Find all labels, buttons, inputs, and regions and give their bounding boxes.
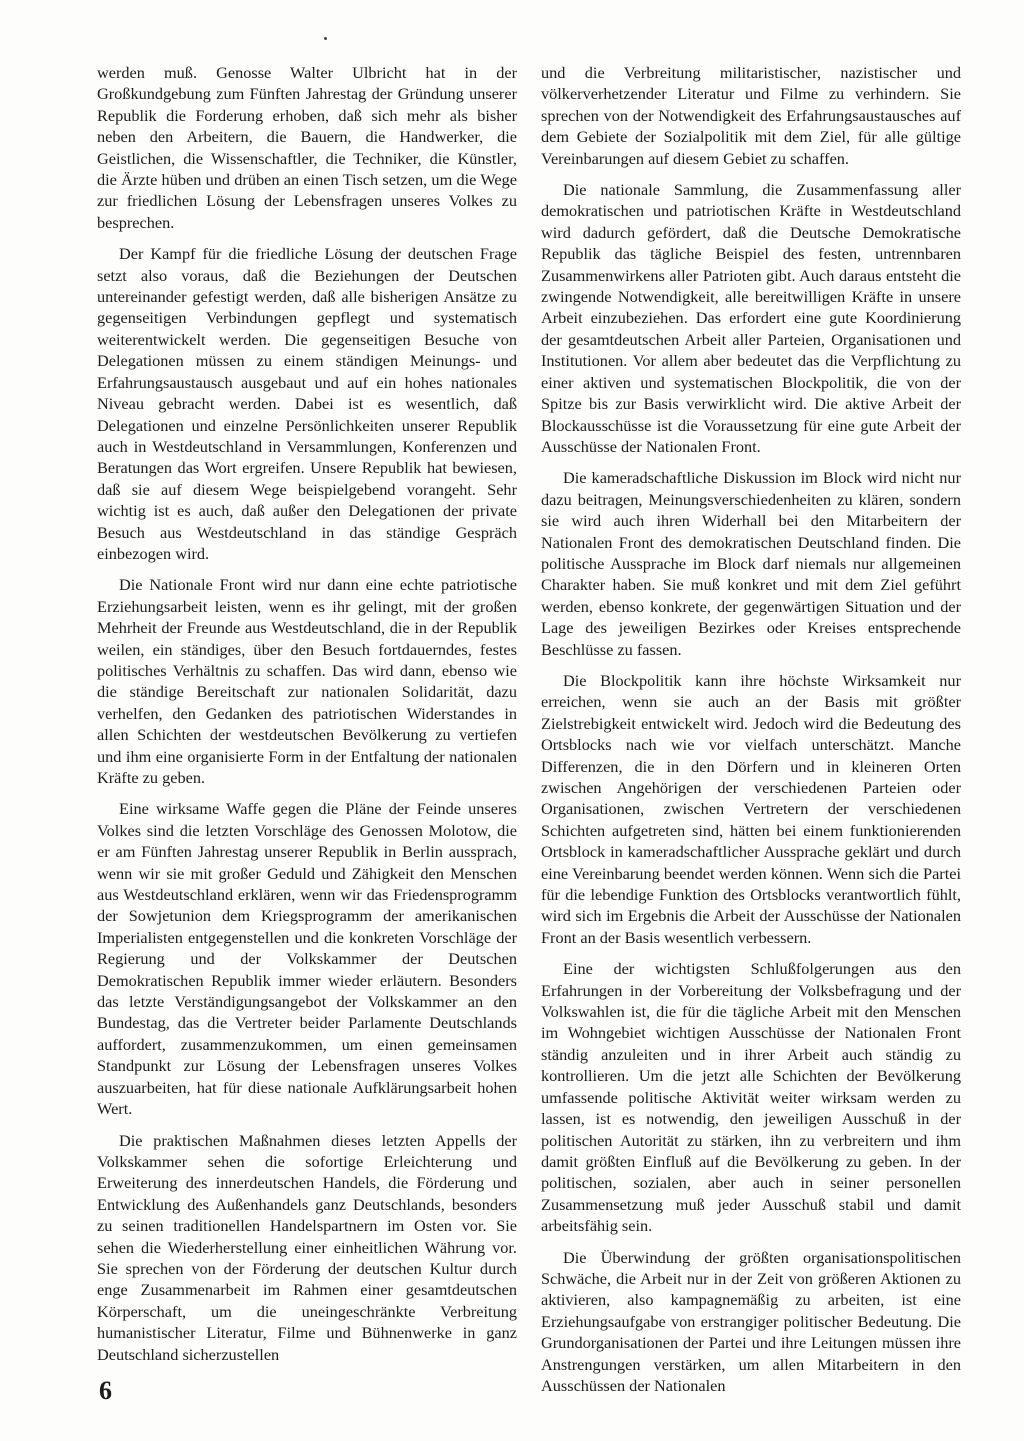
left-paragraph-2: Der Kampf für die friedliche Lösung der deutschen Frage setzt also voraus, daß die Beziehungen der Deutschen untereinander gefestigt werden, daß alle bisherigen Ansätze zu gegenseitigen Verbindungen gepflegt und systematisch weiterentwickelt werden. Die gegenseitigen Besuche von Delegationen müssen zu einem ständigen Meinungs- und Erfahrungsaustausch ausgebaut und auf ein hohes nationales Niveau gebracht werden. Dabei ist es wesentlich, daß Delegationen und einzelne Persönlichkeiten unserer Republik auch in Westdeutschland in Versammlungen, Konferenzen und Beratungen das Wort ergreifen. Unsere Republik hat bewiesen, daß sie auf diesem Wege beispielgebend vorangeht. Sehr wichtig ist es auch, daß außer den Delegationen der private Besuch aus Westdeutschland in das ständige Gespräch einbezogen wird. [97,244,517,563]
print-mark [324,37,327,40]
right-paragraph-4: Die Blockpolitik kann ihre höchste Wirksamkeit nur erreichen, wenn sie auch an der Basis mit größter Zielstrebigkeit entwickelt wird. Jedoch wird die Bedeutung des Ortsblocks nach wie vor vielfach unterschätzt. Manche Differenzen, die in den Dörfern und in kleineren Orten zwischen Angehörigen der verschiedenen Parteien oder Organisationen, zwischen Vertretern der verschiedenen Schichten aufgetreten sind, hätten bei einem funktionierenden Ortsblock in kameradschaftlicher Aussprache geklärt und durch eine Vereinbarung beendet werden können. Wenn sich die Partei für die lebendige Funktion des Ortsblocks verantwortlich fühlt, wird sich im Ergebnis die Arbeit der Ausschüsse der Nationalen Front an der Basis wesentlich verbessern. [541,670,961,947]
left-paragraph-1: werden muß. Genosse Walter Ulbricht hat in der Großkundgebung zum Fünften Jahrestag der Gründung unserer Republik die Forderung erhoben, daß sich mehr als bisher neben den Arbeitern, die Bauern, die Handwerker, die Geistlichen, die Wissenschaftler, die Techniker, die Künstler, die Ärzte hüben und drüben an einen Tisch setzen, um die Wege zur friedlichen Lösung der Lebensfragen unseres Volkes zu besprechen. [97,63,517,232]
right-paragraph-3: Die kameradschaftliche Diskussion im Block wird nicht nur dazu beitragen, Meinungsverschiedenheiten zu klären, sondern sie wird auch ihren Widerhall bei den Mitarbeitern der Nationalen Front des demokratischen Deutschland finden. Die politische Aussprache im Block darf niemals nur allgemeinen Charakter haben. Sie muß konkret und mit dem Ziel geführt werden, ebenso konkrete, der gegenwärtigen Situation und der Lage des jeweiligen Bezirkes oder Kreises entsprechende Beschlüsse zu fassen. [541,468,961,659]
right-paragraph-1: und die Verbreitung militaristischer, nazistischer und völkerverhetzender Literatur und Filme zu verhindern. Sie sprechen von der Notwendigkeit des Erfahrungsaustausches auf dem Gebiete der Sozialpolitik mit dem Ziel, für alle gültige Vereinbarungen auf diesem Gebiet zu schaffen. [541,63,961,168]
right-paragraph-2: Die nationale Sammlung, die Zusammenfassung aller demokratischen und patriotischen Kräfte in Westdeutschland wird dadurch gefördert, daß die Deutsche Demokratische Republik das tägliche Beispiel des festen, untrennbaren Zusammenwirkens aller Patrioten gibt. Auch daraus entsteht die zwingende Notwendigkeit, alle bereitwilligen Kräfte in unsere Arbeit einzubeziehen. Das erfordert eine gute Koordinierung der gesamtdeutschen Arbeit aller Parteien, Organisationen und Institutionen. Vor allem aber bedeutet das die Verpflichtung zu einer aktiven und systematischen Blockpolitik, die von der Spitze bis zur Basis verwirklicht wird. Die aktive Arbeit der Blockausschüsse ist die Voraussetzung für eine gute Arbeit der Ausschüsse der Nationalen Front. [541,180,961,456]
left-column [97,62,517,1375]
left-paragraph-5: Die praktischen Maßnahmen dieses letzten Appells der Volkskammer sehen die sofortige Erleichterung und Erweiterung des innerdeutschen Handels, die Förderung und Entwicklung des Außenhandels ganz Deutschlands, besonders zu seinen traditionellen Handelspartnern im Osten vor. Sie sehen die Wiederherstellung einer einheitlichen Währung vor. Sie sprechen von der Förderung der deutschen Kultur durch enge Zusammenarbeit im Rahmen einer gesamtdeutschen Körperschaft, um die uneingeschränkte Verbreitung humanistischer Literatur, Filme und Bühnenwerke in ganz Deutschland sicherzustellen [97,1130,517,1364]
left-paragraph-4: Eine wirksame Waffe gegen die Pläne der Feinde unseres Volkes sind die letzten Vorschläge des Genossen Molotow, die er am Fünften Jahrestag unserer Republik in Berlin aussprach, wenn wir sie mit großer Geduld und Zähigkeit den Menschen aus Westdeutschland erklären, wenn wir das Friedensprogramm der Sowjetunion dem Kriegsprogramm der amerikanischen Imperialisten entgegenstellen und die konkreten Vorschläge der Regierung und der Volkskammer der Deutschen Demokratischen Republik immer wieder erläutern. Besonders das letzte Verständigungsangebot der Volkskammer an den Bundestag, das die Vertreter beider Parlamente Deutschlands auffordert, zusammenzukommen, um einen gemeinsamen Standpunkt zur Lösung der Lebensfragen unseres Volkes auszuarbeiten, hat für diese nationale Aufklärungsarbeit hohen Wert. [97,799,517,1119]
page-number: 6 [99,1376,112,1405]
left-paragraph-3: Die Nationale Front wird nur dann eine echte patriotische Erziehungsarbeit leisten, wenn es ihr gelingt, mit der großen Mehrheit der Freunde aus Westdeutschland, die in der Republik weilen, ein ständiges, über den Besuch fortdauerndes, festes politisches Verhältnis zu schaffen. Das wird dann, ebenso wie die ständige Bereitschaft zur nationalen Solidarität, dazu verhelfen, den Gedanken des patriotischen Widerstandes in allen Schichten der westdeutschen Bevölkerung zu vertiefen und ihm eine organisierte Form in der Entfaltung der nationalen Kräfte zu geben. [97,575,517,787]
right-paragraph-6: Die Überwindung der größten organisationspolitischen Schwäche, die Arbeit nur in der Zeit von größeren Aktionen zu aktivieren, also kampagnemäßig zu arbeiten, ist eine Erziehungsaufgabe von erstrangiger politischer Bedeutung. Die Grundorganisationen der Partei und ihre Leitungen müssen ihre Anstrengungen verstärken, um allen Mitarbeitern in den Ausschüssen der Nationalen [541,1247,961,1395]
right-column [541,62,961,1406]
right-paragraph-5: Eine der wichtigsten Schlußfolgerungen aus den Erfahrungen in der Vorbereitung der Volksbefragung und der Volkswahlen ist, die für die tägliche Arbeit mit den Menschen im Wohngebiet wichtigen Ausschüsse der Nationalen Front ständig anzuleiten und in ihrer Arbeit auch ständig zu kontrollieren. Um die jetzt alle Schichten der Bevölkerung umfassende politische Aktivität weiter wirksam werden zu lassen, ist es notwendig, den jeweiligen Ausschuß in der politischen Autorität zu stärken, ihn zu verbreitern und ihm damit größten Einfluß auf die Bevölkerung zu geben. In der politischen, sozialen, aber auch in seiner personellen Zusammensetzung muß jeder Ausschuß stabil und damit arbeitsfähig sein. [541,959,961,1236]
